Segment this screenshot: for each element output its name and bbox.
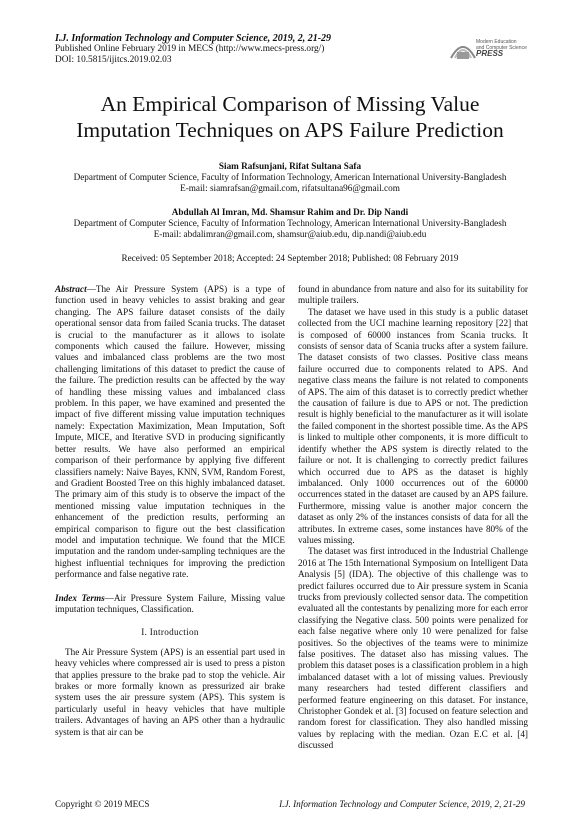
title-line-2: Imputation Techniques on APS Failure Prediction (76, 118, 504, 142)
challenge-paragraph: The dataset was first introduced in the Industrial Challenge 2016 at The 15th International Symposium on Intelligent Data Analysis [5] (IDA). The objective of this challenge was to predict failures occurred due to Air pressure system in Scania trucks from previously collected sensor data. The competition evaluated all the contestants by penalizing more for each error classifying the Negative class. 500 points were penalized for each false negative where only 10 were penalized for false positives. So the objectives of the teams were to minimize false positives. The dataset also has missing values. The problem this dataset poses is a classification problem in a high imbalanced dataset with a lot of missing values. Previously many researchers had tested different classifiers and performed feature engineering on this dataset. For instance, Christopher Gondek et al. [3] focused on feature selection and random forest for classification. They also handled missing values by replacing with the median. Ozan E.C et al. [4] discussed (298, 546, 528, 751)
author-names: Siam Rafsunjani, Rifat Sultana Safa (218, 161, 362, 171)
right-column (298, 284, 528, 752)
author-affiliation: Department of Computer Science, Faculty of Information Technology, American International University-Bangladesh (73, 172, 507, 182)
left-column (55, 284, 285, 738)
footer-copyright: Copyright © 2019 MECS (55, 799, 150, 809)
logo-line-2: and Computer Science (476, 44, 527, 51)
author-block-1 (40, 161, 540, 194)
mecs-logo-icon (448, 34, 478, 64)
author-email: E-mail: siamrafsan@gmail.com, rifatsultana96@gmail.com (180, 183, 400, 193)
dataset-paragraph: The dataset we have used in this study is a public dataset collected from the UCI machine learning repository [22] that is composed of 60000 instances from Scania trucks. It consists of sensor data of Scania trucks after a system failure. The dataset consists of two classes. Positive class means failure occurred due to components related to APS. And negative class means the failure is not related to components of APS. The aim of this dataset is to correctly predict whether the causation of failure is due to APS or not. The prediction result is highly beneficial to the manufacturer as it will isolate the failed component in the shortest possible time. As the APS is linked to multiple other components, it is more difficult to identify whether the APS system is directly related to the failure or not. It is challenging to correctly predict failures which occurred due to APS as the dataset is highly imbalanced. Only 1000 occurrences out of the 60000 occurrences stated in the dataset are caused by an APS failure. Furthermore, missing value is another major concern the dataset as only 2% of the instances consists of data for all the attributes. In extreme cases, some instances have 80% of the values missing. (298, 306, 528, 545)
author-affiliation: Department of Computer Science, Faculty of Information Technology, American International University-Bangladesh (73, 218, 507, 228)
footer-journal: I.J. Information Technology and Computer Science, 2019, 2, 21-29 (279, 799, 525, 809)
mecs-logo (448, 34, 528, 66)
logo-text (476, 40, 527, 57)
index-terms-text: —Air Pressure System Failure, Missing value imputation techniques, Classification. (55, 592, 285, 614)
section-heading-introduction: I. Introduction (141, 627, 199, 638)
abstract (55, 284, 285, 581)
index-terms (55, 593, 285, 616)
title-line-1: An Empirical Comparison of Missing Value (100, 92, 480, 116)
abstract-label: Abstract (55, 284, 87, 294)
author-email: E-mail: abdalimran@gmail.com, shamsur@aiub.edu, dip.nandi@aiub.edu (153, 229, 427, 239)
journal-header (55, 33, 331, 66)
author-block-2 (40, 207, 540, 240)
paragraph-continuation: found in abundance from nature and also for its suitability for multiple trailers. (298, 284, 528, 306)
doi-line: DOI: 10.5815/ijitcs.2019.02.03 (55, 55, 172, 65)
publication-dates: Received: 05 September 2018; Accepted: 24 September 2018; Published: 08 February 2019 (121, 253, 459, 263)
abstract-text: —The Air Pressure System (APS) is a type of function used in heavy vehicles to assist braking and gear changing. The APS failure dataset consists of the daily operational sensor data from failed Scania trucks. The dataset is crucial to the manufacturer as it allows to isolate components which caused the failure. However, missing values and imbalanced class problems are the two most challenging limitations of this dataset to predict the cause of the failure. The prediction results can be affected by the way of handling these missing values and imbalanced class problem. In this paper, we have examined and presented the impact of five different missing value imputation techniques namely: Expectation Maximization, Mean Imputation, Soft Impute, MICE, and Iterative SVD in producing significantly better results. We have also performed an empirical comparison of their performance by applying five different classifiers namely: Naive Bayes, KNN, SVM, Random Forest, and Gradient Boosted Tree on this highly imbalanced dataset. The primary aim of this study is to observe the impact of the mentioned missing value imputation techniques in the enhancement of the prediction results, performing an empirical comparison to figure out the best classification model and imputation technique. We found that the MICE imputation and the random under-sampling techniques are the highest influential techniques for improving the prediction performance and false negative rate. (55, 284, 285, 580)
logo-press: PRESS (476, 49, 504, 59)
author-names: Abdullah Al Imran, Md. Shamsur Rahim and Dr. Dip Nandi (171, 207, 409, 217)
published-online-line: Published Online February 2019 in MECS (http://www.mecs-press.org/) (55, 44, 325, 54)
journal-title-line: I.J. Information Technology and Computer Science, 2019, 2, 21-29 (55, 33, 332, 44)
paper-title (40, 91, 540, 143)
intro-paragraph: The Air Pressure System (APS) is an essential part used in heavy vehicles where compressed air is used to press a piston that applies pressure to the brake pad to stop the vehicle. Air brakes or more formally known as pressurized air brake system uses the air pressure system (APS). This system is particularly useful in heavy vehicles that have multiple trailers. Advantages of having an APS other than a hydraulic system is that air can be (55, 646, 285, 737)
index-terms-label: Index Terms (55, 592, 105, 603)
logo-line-1: Modern Education (476, 39, 517, 45)
